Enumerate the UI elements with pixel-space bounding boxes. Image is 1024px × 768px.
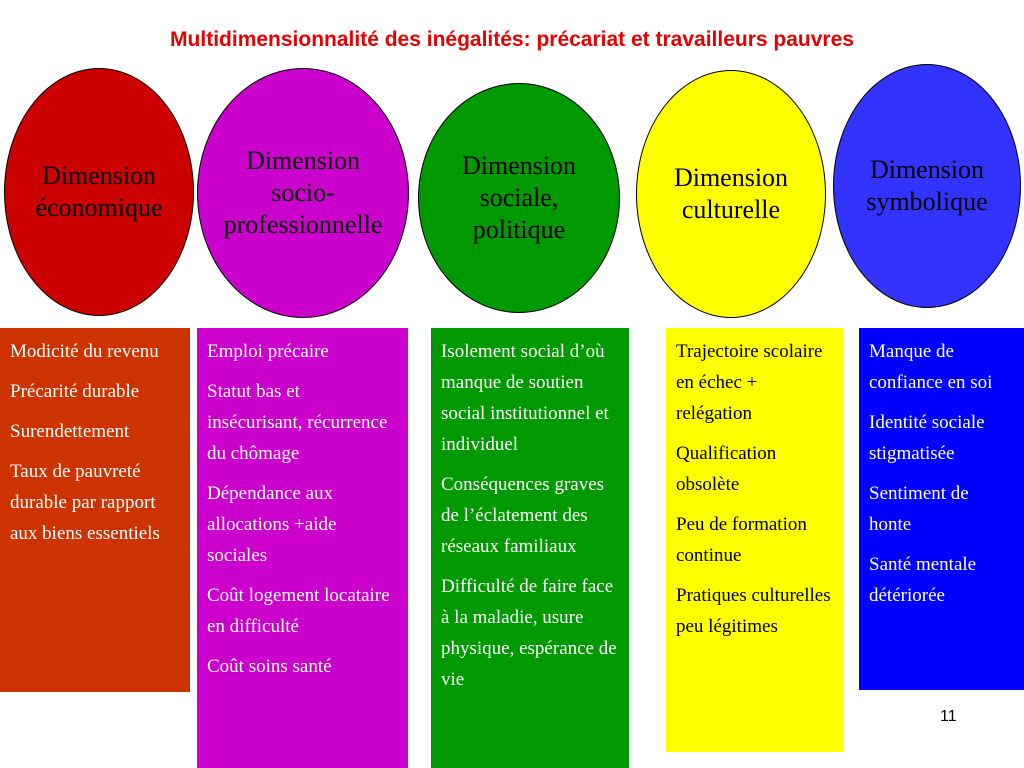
item-symbolique-3: Sentiment de honte xyxy=(869,483,969,535)
item-culturelle-3: Peu de formation continue xyxy=(676,514,807,566)
circle-label-economique: Dimension économique xyxy=(35,161,163,222)
item-economique-2: Précarité durable xyxy=(10,381,140,402)
item-culturelle-2: Qualification obsolète xyxy=(676,443,777,495)
box-sociale xyxy=(431,328,629,768)
item-socio-2: Statut bas et insécurisant, récurrence du chômage xyxy=(207,381,388,464)
item-sociale-1: Isolement social d’où manque de soutien social institutionnel et individuel xyxy=(441,341,609,455)
circle-label-symbolique: Dimension symbolique xyxy=(866,155,988,216)
circle-dimension-symbolique xyxy=(833,64,1021,308)
item-socio-5: Coût soins santé xyxy=(207,656,332,677)
slide-title: Multidimensionnalité des inégalités: précariat et travailleurs pauvres xyxy=(170,28,854,51)
item-economique-4: Taux de pauvreté durable par rapport aux biens essentiels xyxy=(10,461,160,544)
item-symbolique-2: Identité sociale stigmatisée xyxy=(869,412,985,464)
box-economique xyxy=(0,328,190,692)
box-symbolique xyxy=(859,328,1024,690)
circle-dimension-socio-professionnelle xyxy=(197,68,409,318)
item-economique-1: Modicité du revenu xyxy=(10,341,159,362)
item-socio-3: Dépendance aux allocations +aide sociales xyxy=(207,483,337,566)
circle-label-sociale: Dimension sociale, politique xyxy=(461,151,577,244)
item-culturelle-1: Trajectoire scolaire en échec + relégation xyxy=(676,341,823,424)
item-sociale-3: Difficulté de faire face à la maladie, usure physique, espérance de vie xyxy=(441,576,617,690)
item-symbolique-1: Manque de confiance en soi xyxy=(869,341,993,393)
item-socio-1: Emploi précaire xyxy=(207,341,329,362)
circle-label-socio-professionnelle: Dimension socio- professionnelle xyxy=(223,146,383,239)
item-socio-4: Coût logement locataire en difficulté xyxy=(207,585,390,637)
page-number: 11 xyxy=(940,708,957,725)
item-sociale-2: Conséquences graves de l’éclatement des réseaux familiaux xyxy=(441,474,605,557)
circle-dimension-culturelle xyxy=(636,70,826,318)
item-symbolique-4: Santé mentale détériorée xyxy=(869,554,977,606)
item-culturelle-4: Pratiques culturelles peu légitimes xyxy=(676,585,831,637)
circle-dimension-sociale xyxy=(418,83,620,313)
circle-dimension-economique xyxy=(4,68,194,316)
circle-label-culturelle: Dimension culturelle xyxy=(673,163,789,224)
item-economique-3: Surendettement xyxy=(10,421,130,442)
box-socio-professionnelle xyxy=(197,328,408,768)
box-culturelle xyxy=(666,328,843,752)
